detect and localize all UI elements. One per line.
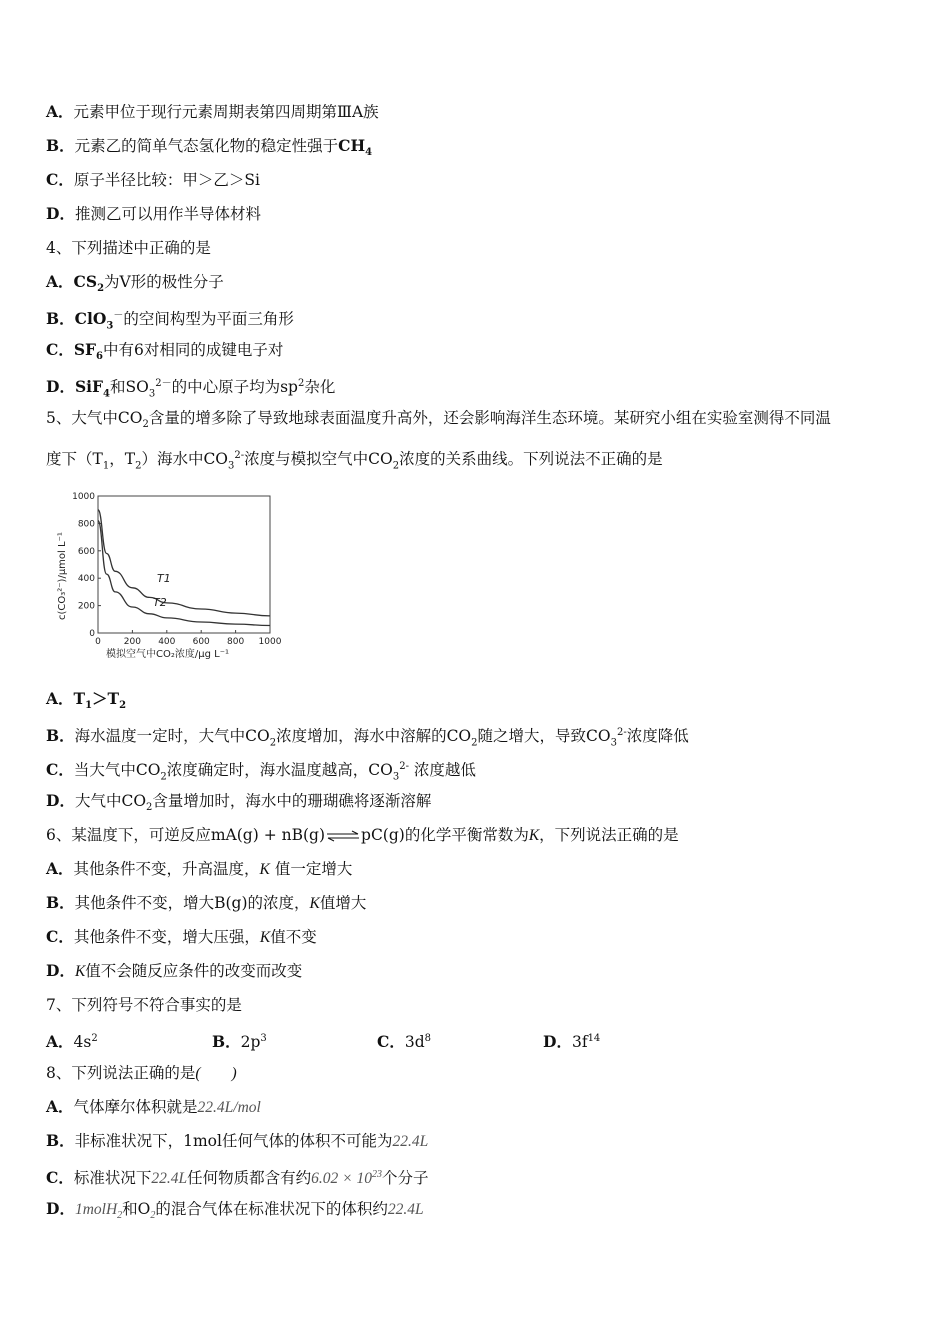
series-lines — [98, 510, 270, 626]
q6-option-c: C．其他条件不变，增大压强，K值不变 — [46, 927, 317, 946]
q5-option-b: B．海水温度一定时，大气中$CO_2$浓度增加，海水中溶解的$CO_2$随之增大，导致$CO_3^{2-}$浓度降低 — [46, 726, 689, 749]
q5-option-c: C．当大气中$CO_2$浓度确定时，海水温度越高，$CO_3^{2-}$ 浓度越低 — [46, 760, 476, 783]
x-tick-label: 400 — [158, 637, 176, 647]
q8-option-c: C．标准状况下22.4L任何物质都含有约$6.02 \times 10^{23}$个分子 — [46, 1168, 429, 1188]
y-tick-label: 200 — [77, 601, 95, 612]
q5-option-d: D．大气中$CO_2$含量增加时，海水中的珊瑚礁将逐渐溶解 — [46, 791, 432, 814]
q8-stem: 8、下列说法正确的是( ) — [46, 1064, 237, 1082]
q8-option-b: B．非标准状况下，1mol任何气体的体积不可能为22.4L — [46, 1131, 429, 1150]
q4-option-d: D．SiF$_4$和$SO_3^{2-}$的中心原子均为$sp^2$杂化 — [46, 377, 336, 400]
series-label-t2: T2 — [153, 596, 167, 609]
q6-option-b: B．其他条件不变，增大B(g)的浓度，K值增大 — [46, 893, 367, 912]
series-line-t2 — [98, 521, 270, 626]
q7-option-b: B．$2p^3$ — [212, 1032, 267, 1052]
q7-option-a: A．$4s^2$ — [46, 1032, 98, 1052]
q7-option-c: C．$3d^8$ — [377, 1032, 432, 1052]
x-tick-label: 600 — [192, 637, 210, 647]
q4-option-c: C．$SF_6$中有6对相同的成键电子对 — [46, 340, 284, 363]
q4-option-b: B．ClO$_3$－的空间构型为平面三角形 — [46, 309, 294, 332]
y-axis-label: c(CO₃²⁻)/μmol L⁻¹ — [57, 532, 68, 620]
y-tick-label: 0 — [89, 629, 95, 639]
y-tick-label: 400 — [77, 574, 95, 585]
q3-option-b: B．元素乙的简单气态氢化物的稳定性强于$CH_4$ — [46, 136, 373, 159]
x-axis-label: 模拟空气中CO₂浓度/μg L⁻¹ — [106, 649, 229, 660]
equilibrium-arrow-icon — [326, 830, 360, 842]
x-tick-label: 200 — [123, 637, 141, 647]
q3-option-a: A．元素甲位于现行元素周期表第四周期第ⅢA族 — [46, 102, 379, 121]
q7-option-d: D．$3f^{14}$ — [543, 1032, 601, 1052]
x-tick-label: 800 — [227, 637, 245, 647]
q5-option-a: A．$T_1>T_2$ — [46, 689, 127, 712]
x-tick-label: 1000 — [258, 637, 282, 647]
q7-stem: 7、下列符号不符合事实的是 — [46, 996, 242, 1014]
q3-option-c: C．原子半径比较：甲＞乙＞Si — [46, 170, 260, 189]
q5-stem-line2: 度下（$T_1$，$T_2$）海水中$CO_3^{2-}$浓度与模拟空气中$CO_2$浓度的关系曲线。下列说法不正确的是 — [46, 450, 663, 472]
q6-option-a: A．其他条件不变，升高温度，K 值一定增大 — [46, 859, 353, 878]
q6-option-d: D．K值不会随反应条件的改变而改变 — [46, 961, 303, 980]
y-tick-label: 800 — [77, 519, 95, 530]
q4-stem: 4、下列描述中正确的是 — [46, 239, 211, 257]
series-label-t1: T1 — [157, 572, 171, 585]
q5-stem-line1: 5、大气中$CO_2$含量的增多除了导致地球表面温度升高外，还会影响海洋生态环境。某研究小组在实验室测得不同温 — [46, 409, 831, 431]
axis-ticks — [72, 492, 282, 647]
y-tick-label: 600 — [77, 546, 95, 557]
q8-option-d: D．1molH$_2$和$O_2$的混合气体在标准状况下的体积约22.4L — [46, 1199, 424, 1222]
y-tick-label: 1000 — [72, 492, 95, 502]
q4-option-a: A．$CS_2$为V形的极性分子 — [46, 272, 224, 295]
q6-stem: 6、某温度下，可逆反应mA(g) + nB(g) pC(g)的化学平衡常数为K，下列说法正确的是 — [46, 826, 679, 844]
x-tick-label: 0 — [95, 637, 101, 647]
q8-option-a: A．气体摩尔体积就是22.4L/mol — [46, 1097, 261, 1116]
plot-frame — [98, 496, 270, 633]
q3-option-d: D．推测乙可以用作半导体材料 — [46, 204, 261, 223]
co3-concentration-chart — [46, 485, 296, 670]
